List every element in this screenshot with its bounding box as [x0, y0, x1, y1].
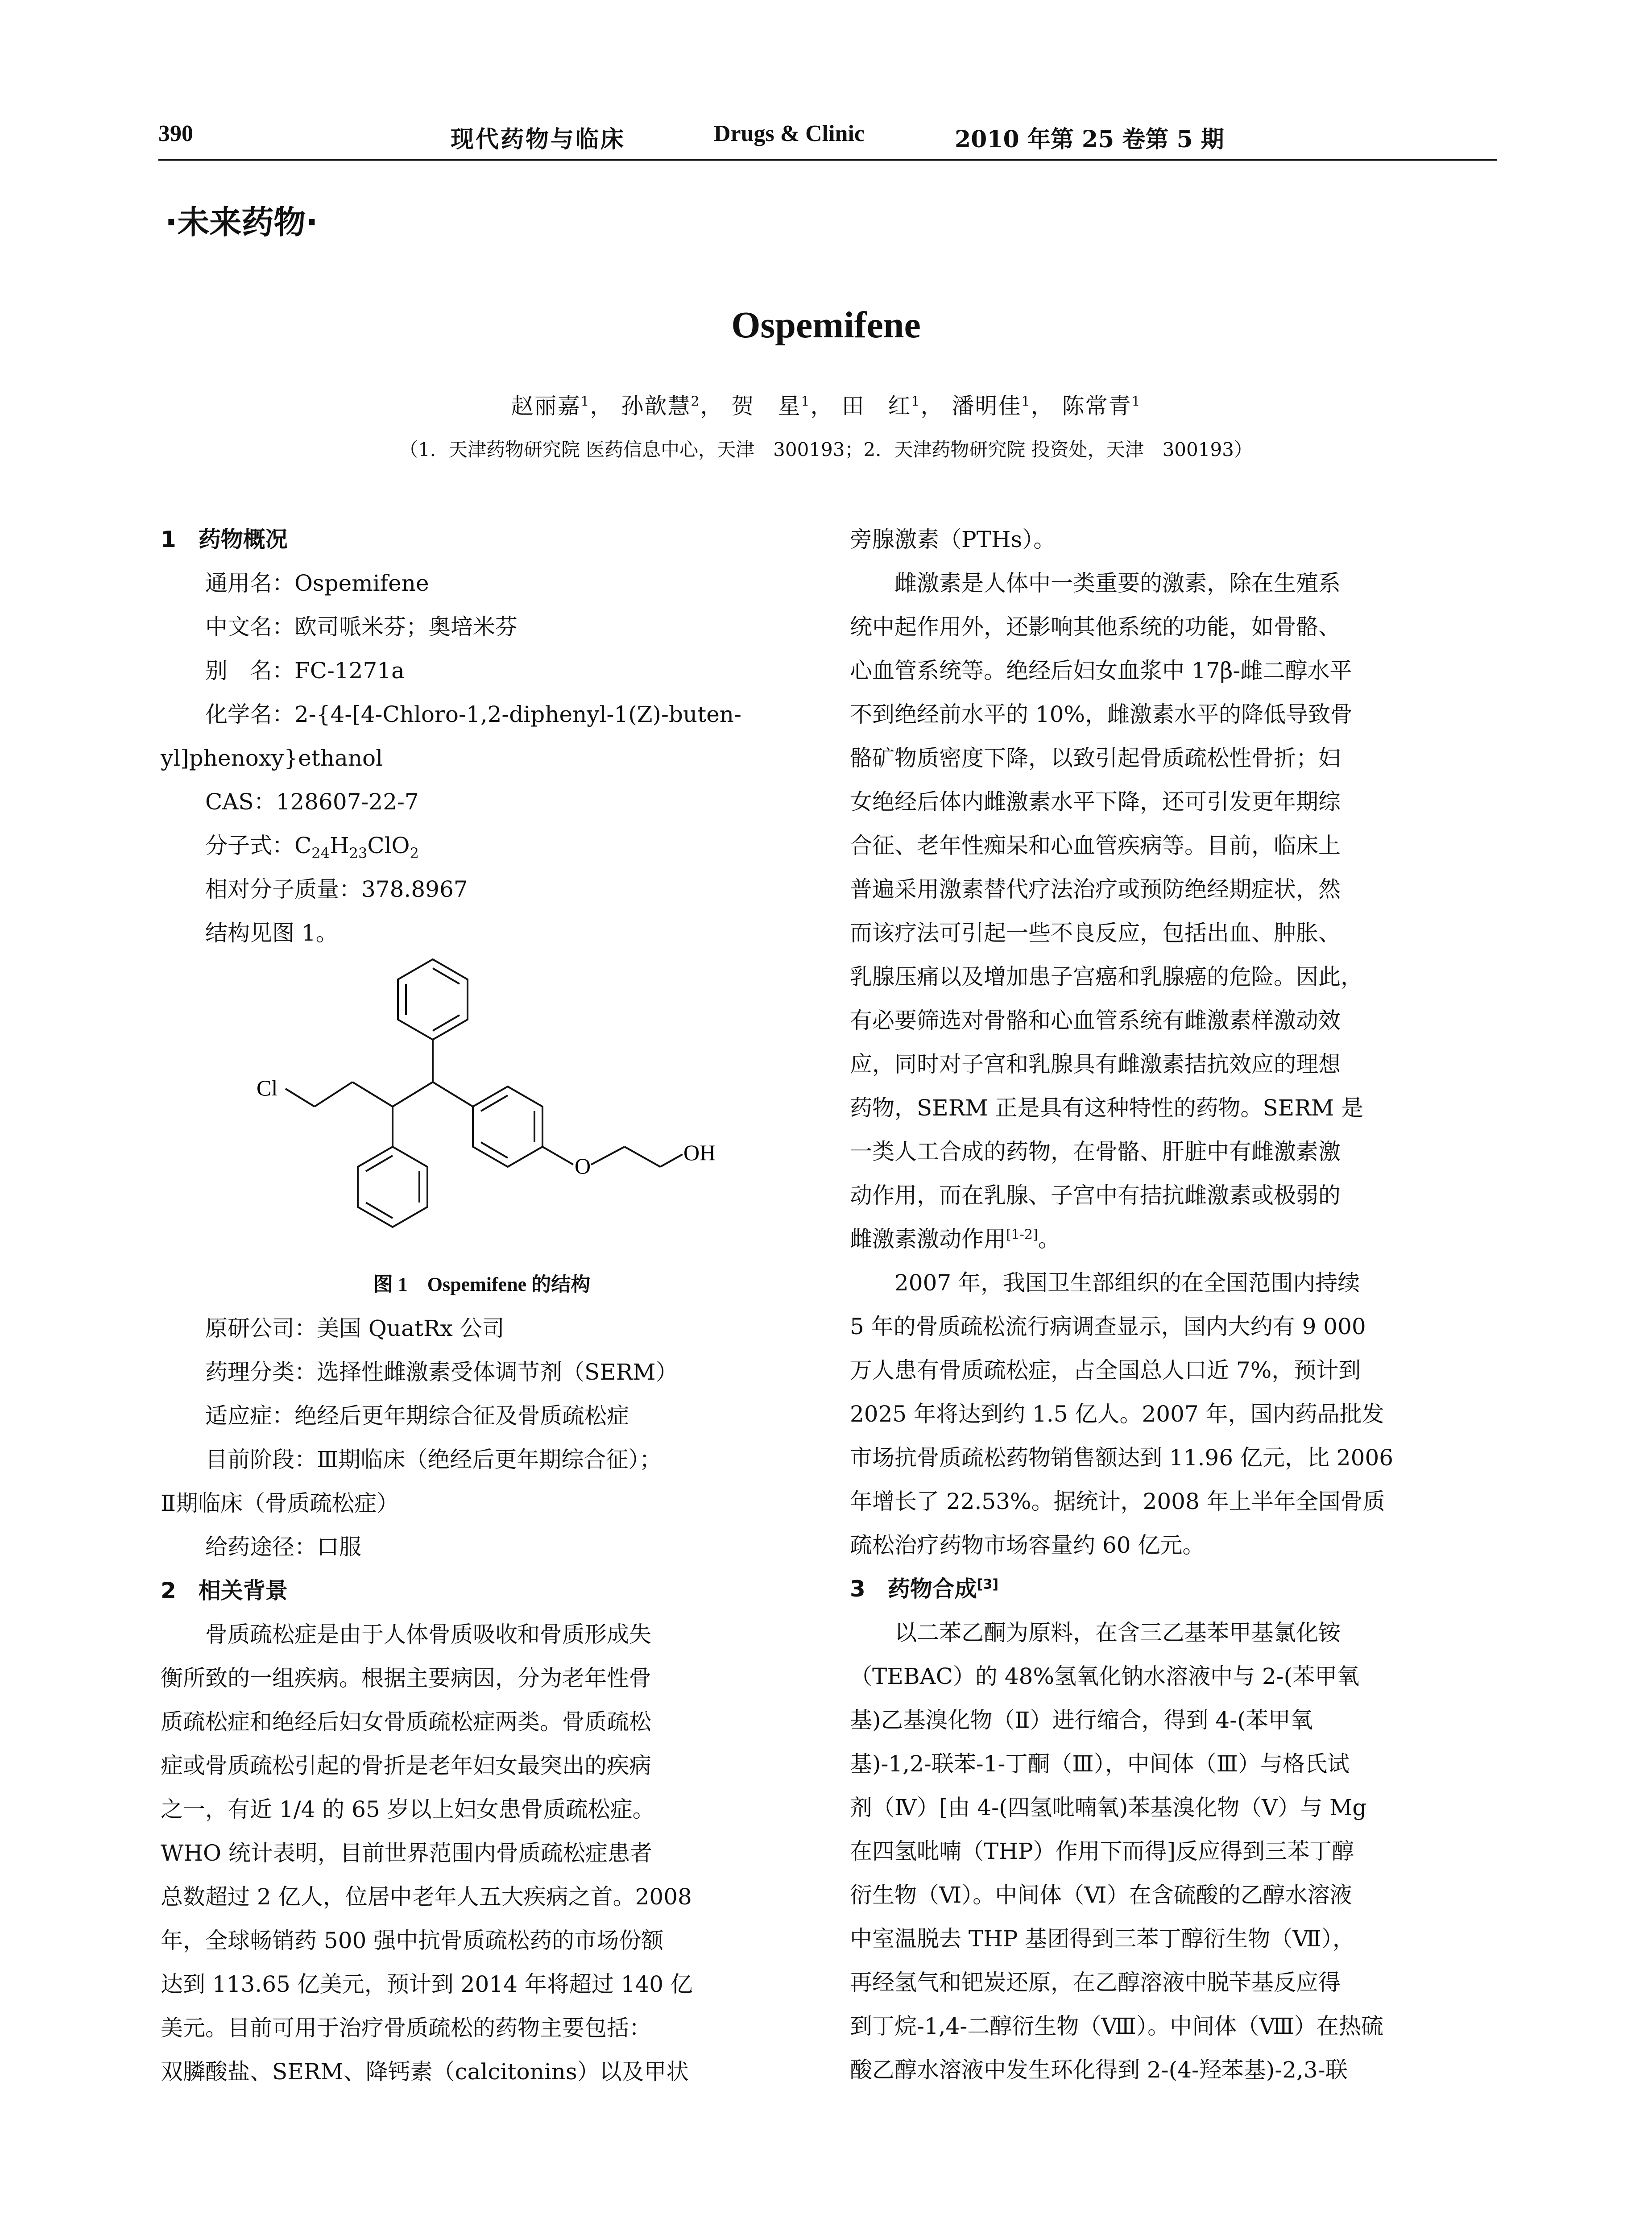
- author-affiliation-mark: 1: [1131, 394, 1141, 410]
- paragraph-line: 雌激素是人体中一类重要的激素，除在生殖系: [894, 570, 1341, 596]
- paragraph-line: 基)-1,2-联苯-1-丁酮（Ⅲ），中间体（Ⅲ）与格氏试: [850, 1751, 1350, 1777]
- citation-ref: [1-2]: [1006, 1227, 1038, 1243]
- paragraph-line: （TEBAC）的 48%氢氧化钠水溶液中与 2-(苯甲氧: [850, 1663, 1360, 1689]
- author-name: 孙歆慧: [621, 393, 691, 419]
- chemical-name-line-2: yl]phenoxy}ethanol: [161, 745, 383, 771]
- author-affiliation-mark: 1: [580, 394, 590, 410]
- paragraph-line: 酸乙醇水溶液中发生环化得到 2-(4-羟苯基)-2,3-联: [850, 2057, 1348, 2083]
- paragraph-line: 以二苯乙酮为原料，在含三乙基苯甲基氯化铵: [894, 1620, 1341, 1646]
- author-name: 潘明佳: [952, 393, 1022, 419]
- paragraph-line: 骨质疏松症是由于人体骨质吸收和骨质形成失: [205, 1621, 651, 1647]
- paragraph-line: 达到 113.65 亿美元，预计到 2014 年将超过 140 亿: [161, 1971, 693, 1997]
- molecular-weight: 相对分子质量：378.8967: [205, 876, 468, 902]
- synthesis-paragraph: [850, 1611, 1492, 2092]
- paragraph-line: 市场抗骨质疏松药物销售额达到 11.96 亿元，比 2006: [850, 1445, 1394, 1471]
- paragraph-line: 普遍采用激素替代疗法治疗或预防绝经期症状，然: [850, 876, 1341, 902]
- paragraph-line: 女绝经后体内雌激素水平下降，还可引发更年期综: [850, 789, 1341, 815]
- paragraph-line: 双膦酸盐、SERM、降钙素（calcitonins）以及甲状: [161, 2059, 689, 2085]
- paragraph-line: 质疏松症和绝经后妇女骨质疏松症两类。骨质疏松: [161, 1709, 651, 1735]
- paragraph-line: 症或骨质疏松引起的骨折是老年妇女最突出的疾病: [161, 1753, 651, 1779]
- paragraph-line: 再经氢气和钯炭还原，在乙醇溶液中脱苄基反应得: [850, 1970, 1341, 1995]
- paragraph-line: 2025 年将达到约 1.5 亿人。2007 年，国内药品批发: [850, 1401, 1384, 1427]
- page-number: 390: [158, 121, 193, 146]
- molecular-formula: 分子式：$C_{24}H_{23}ClO_2$: [205, 833, 419, 862]
- alias-name: 别 名：FC-1271a: [205, 658, 405, 684]
- paragraph-line: 药物，SERM 正是具有这种特性的药物。SERM 是: [850, 1095, 1363, 1121]
- paragraph-line: 年，全球畅销药 500 强中抗骨质疏松药的市场份额: [161, 1928, 664, 1953]
- chemical-name-line-1: 化学名：2-{4-[4-Chloro-1,2-diphenyl-1(Z)-buten-: [205, 701, 741, 727]
- paragraph-line: 雌激素激动作用[1-2]。: [850, 1226, 1060, 1252]
- affiliations: （1．天津药物研究院 医药信息中心，天津 300193；2．天津药物研究院 投资处，天津 300193）: [399, 439, 1253, 460]
- paragraph-line: 疏松治疗药物市场容量约 60 亿元。: [850, 1532, 1205, 1558]
- journal-name-en: Drugs & Clinic: [714, 121, 865, 146]
- cas-number: CAS：128607-22-7: [205, 789, 419, 815]
- developer: 原研公司：美国 QuatRx 公司: [205, 1315, 505, 1341]
- paragraph-line: 中室温脱去 THP 基团得到三苯丁醇衍生物（Ⅶ），: [850, 1926, 1355, 1952]
- background-paragraph: [161, 1613, 803, 2094]
- citation-ref: [3]: [977, 1576, 999, 1592]
- figure-caption: 图 1 Ospemifene 的结构: [373, 1273, 591, 1295]
- column-tag: ·未来药物·: [165, 203, 318, 241]
- author-affiliation-mark: 1: [911, 394, 921, 410]
- chemical-structure-figure: [161, 955, 803, 1258]
- paragraph-line: 到丁烷-1,4-二醇衍生物（Ⅷ）。中间体（Ⅷ）在热硫: [850, 2013, 1383, 2039]
- author-name: 陈常青: [1062, 393, 1132, 419]
- author-affiliation-mark: 2: [691, 394, 700, 410]
- author-name: 贺 星: [731, 393, 801, 419]
- chlorine-label: Cl: [257, 1075, 278, 1100]
- paragraph-line: 衍生物（Ⅵ）。中间体（Ⅵ）在含硫酸的乙醇水溶液: [850, 1882, 1352, 1908]
- paragraph-line: 5 年的骨质疏松流行病调查显示，国内大约有 9 000: [850, 1314, 1366, 1339]
- journal-name-cn: 现代药物与临床: [451, 126, 626, 153]
- indication: 适应症：绝经后更年期综合征及骨质疏松症: [205, 1403, 629, 1429]
- paragraph-line: 在四氢吡喃（THP）作用下而得]反应得到三苯丁醇: [850, 1838, 1354, 1864]
- author-list: 赵丽嘉$^1$， 孙歆慧$^2$， 贺 星$^1$， 田 红$^1$， 潘明佳$^1$， 陈常青$^1$: [511, 393, 1141, 419]
- author-affiliation-mark: 1: [1021, 394, 1031, 410]
- issue-info: 2010 年第 25 卷第 5 期: [955, 126, 1224, 153]
- paragraph-line: 年增长了 22.53%。据统计，2008 年上半年全国骨质: [850, 1489, 1385, 1514]
- paragraph-line: 应，同时对子宫和乳腺具有雌激素拮抗效应的理想: [850, 1051, 1341, 1077]
- section-1-heading: 1 药物概况: [161, 527, 288, 552]
- development-stage-line-2: Ⅱ期临床（骨质疏松症）: [161, 1490, 399, 1516]
- paragraph-line: 骼矿物质密度下降，以致引起骨质疏松性骨折；妇: [850, 745, 1341, 771]
- chinese-name: 中文名：欧司哌米芬；奥培米芬: [205, 614, 518, 640]
- oxygen-label: O: [575, 1153, 591, 1178]
- section-2-heading: 2 相关背景: [161, 1578, 288, 1604]
- left-column: [161, 518, 803, 2094]
- paragraph-line: 2007 年，我国卫生部组织的在全国范围内持续: [894, 1270, 1360, 1296]
- administration-route: 给药途径：口服: [205, 1534, 361, 1560]
- development-stage-line-1: 目前阶段：Ⅲ期临床（绝经后更年期综合征）；: [205, 1447, 662, 1472]
- section-3-heading: 3 药物合成[3]: [850, 1576, 999, 1602]
- paragraph-line: 统中起作用外，还影响其他系统的功能，如骨骼、: [850, 614, 1341, 640]
- paragraph-line: 美元。目前可用于治疗骨质疏松的药物主要包括：: [161, 2015, 651, 2041]
- header-rule: [158, 159, 1497, 161]
- estrogen-paragraph: [850, 561, 1492, 1261]
- author-name: 田 红: [841, 393, 911, 419]
- paragraph-line: 而该疗法可引起一些不良反应，包括出血、肿胀、: [850, 920, 1341, 946]
- paragraph-line: 乳腺压痛以及增加患子宫癌和乳腺癌的危险。因此，: [850, 964, 1363, 990]
- paragraph-line: WHO 统计表明，目前世界范围内骨质疏松症患者: [161, 1840, 652, 1866]
- paragraph-line: 有必要筛选对骨骼和心血管系统有雌激素样激动效: [850, 1008, 1341, 1033]
- paragraph-line: 万人患有骨质疏松症，占全国总人口近 7%，预计到: [850, 1357, 1361, 1383]
- article-title: Ospemifene: [731, 304, 921, 346]
- paragraph-line: 一类人工合成的药物，在骨骼、肝脏中有雌激素激: [850, 1139, 1341, 1165]
- generic-name: 通用名：Ospemifene: [205, 570, 429, 596]
- paragraph-line: 动作用，而在乳腺、子宫中有拮抗雌激素或极弱的: [850, 1182, 1341, 1208]
- author-name: 赵丽嘉: [511, 393, 581, 419]
- paragraph-line: 之一，有近 1/4 的 65 岁以上妇女患骨质疏松症。: [161, 1796, 655, 1822]
- right-column: [850, 518, 1492, 2092]
- structure-reference: 结构见图 1。: [205, 920, 338, 946]
- continued-line: 旁腺激素（PTHs）。: [850, 527, 1056, 552]
- formula-label: 分子式：: [205, 833, 294, 858]
- paragraph-line: 不到绝经前水平的 10%，雌激素水平的降低导致骨: [850, 701, 1353, 727]
- paragraph-line: 基)乙基溴化物（Ⅱ）进行缩合，得到 4-(苯甲氧: [850, 1707, 1313, 1733]
- paragraph-line: 衡所致的一组疾病。根据主要病因，分为老年性骨: [161, 1665, 651, 1691]
- paragraph-line: 合征、老年性痴呆和心血管疾病等。目前，临床上: [850, 833, 1341, 858]
- pharmacological-class: 药理分类：选择性雌激素受体调节剂（SERM）: [205, 1359, 678, 1385]
- paragraph-line: 心血管系统等。绝经后妇女血浆中 17β-雌二醇水平: [850, 658, 1352, 684]
- paragraph-line: 剂（Ⅳ）[由 4-(四氢吡喃氧)苯基溴化物（Ⅴ）与 Mg: [850, 1795, 1367, 1820]
- hydroxyl-label: OH: [683, 1140, 716, 1165]
- paragraph-line: 总数超过 2 亿人，位居中老年人五大疾病之首。2008: [161, 1884, 692, 1910]
- author-affiliation-mark: 1: [801, 394, 811, 410]
- market-paragraph: [850, 1261, 1492, 1567]
